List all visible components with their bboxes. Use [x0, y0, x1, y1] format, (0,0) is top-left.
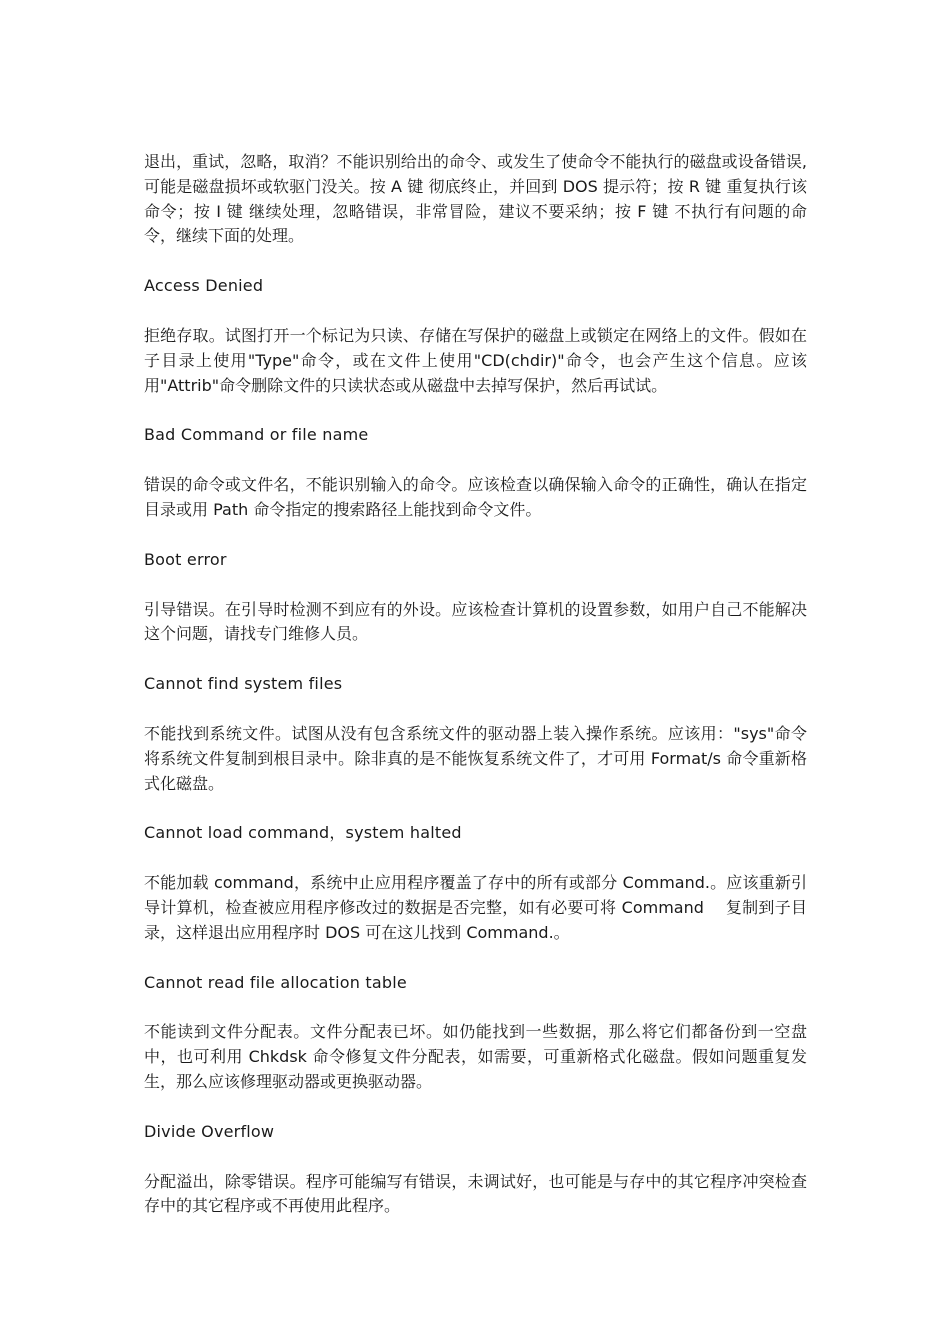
heading-cannot-read-fat: Cannot read file allocation table — [144, 972, 407, 992]
paragraph-abort-retry-ignore: 退出，重试，忽略，取消？不能识别给出的命令、或发生了使命令不能执行的磁盘或设备错误,可能是磁盘损坏或软驱门没关。按 A 键 彻底终止，并回到 DOS 提示符；按 R 键 重复执行该命令；按 I 键 继续处理，忽略错误，非常冒险，建议不要采纳；按 F 键 不执行有问题的命令，继续下面的处理。 — [144, 152, 807, 246]
heading-cannot-load-command: Cannot load command，system halted — [144, 823, 462, 843]
paragraph-access-denied: 拒绝存取。试图打开一个标记为只读、存储在写保护的磁盘上或锁定在网络上的文件。假如在子目录上使用"Type"命令，或在文件上使用"CD(chdir)"命令，也会产生这个信息。应该用"Attrib"命令删除文件的只读状态或从磁盘中去掉写保护，然后再试试。 — [144, 325, 807, 395]
heading-access-denied: Access Denied — [144, 276, 264, 296]
heading-divide-overflow: Divide Overflow — [144, 1121, 275, 1141]
heading-bad-command: Bad Command or file name — [144, 425, 369, 445]
paragraph-boot-error: 引导错误。在引导时检测不到应有的外设。应该检查计算机的设置参数，如用户自己不能解决这个问题，请找专门维修人员。 — [144, 599, 807, 644]
paragraph-cannot-load-command: 不能加载 command，系统中止应用程序覆盖了存中的所有或部分 Command.。应该重新引导计算机，检查被应用程序修改过的数据是否完整，如有必要可将 Command 复制到子目录，这样退出应用程序时 DOS 可在这儿找到 Command.。 — [144, 873, 807, 942]
paragraph-bad-command: 错误的命令或文件名，不能识别输入的命令。应该检查以确保输入命令的正确性，确认在指定目录或用 Path 命令指定的搜索路径上能找到命令文件。 — [144, 475, 807, 519]
paragraph-cannot-read-fat: 不能读到文件分配表。文件分配表已坏。如仍能找到一些数据，那么将它们都备份到一空盘中，也可利用 Chkdsk 命令修复文件分配表，如需要，可重新格式化磁盘。假如问题重复发生，那么应该修理驱动器或更换驱动器。 — [144, 1022, 807, 1091]
heading-cannot-find-system-files: Cannot find system files — [144, 674, 343, 694]
heading-boot-error: Boot error — [144, 549, 227, 569]
paragraph-divide-overflow: 分配溢出，除零错误。程序可能编写有错误，未调试好，也可能是与存中的其它程序冲突检查存中的其它程序或不再使用此程序。 — [144, 1171, 807, 1216]
paragraph-cannot-find-system-files: 不能找到系统文件。试图从没有包含系统文件的驱动器上装入操作系统。应该用："sys"命令将系统文件复制到根目录中。除非真的是不能恢复系统文件了，才可用 Format/s 命令重新格式化磁盘。 — [144, 723, 807, 793]
